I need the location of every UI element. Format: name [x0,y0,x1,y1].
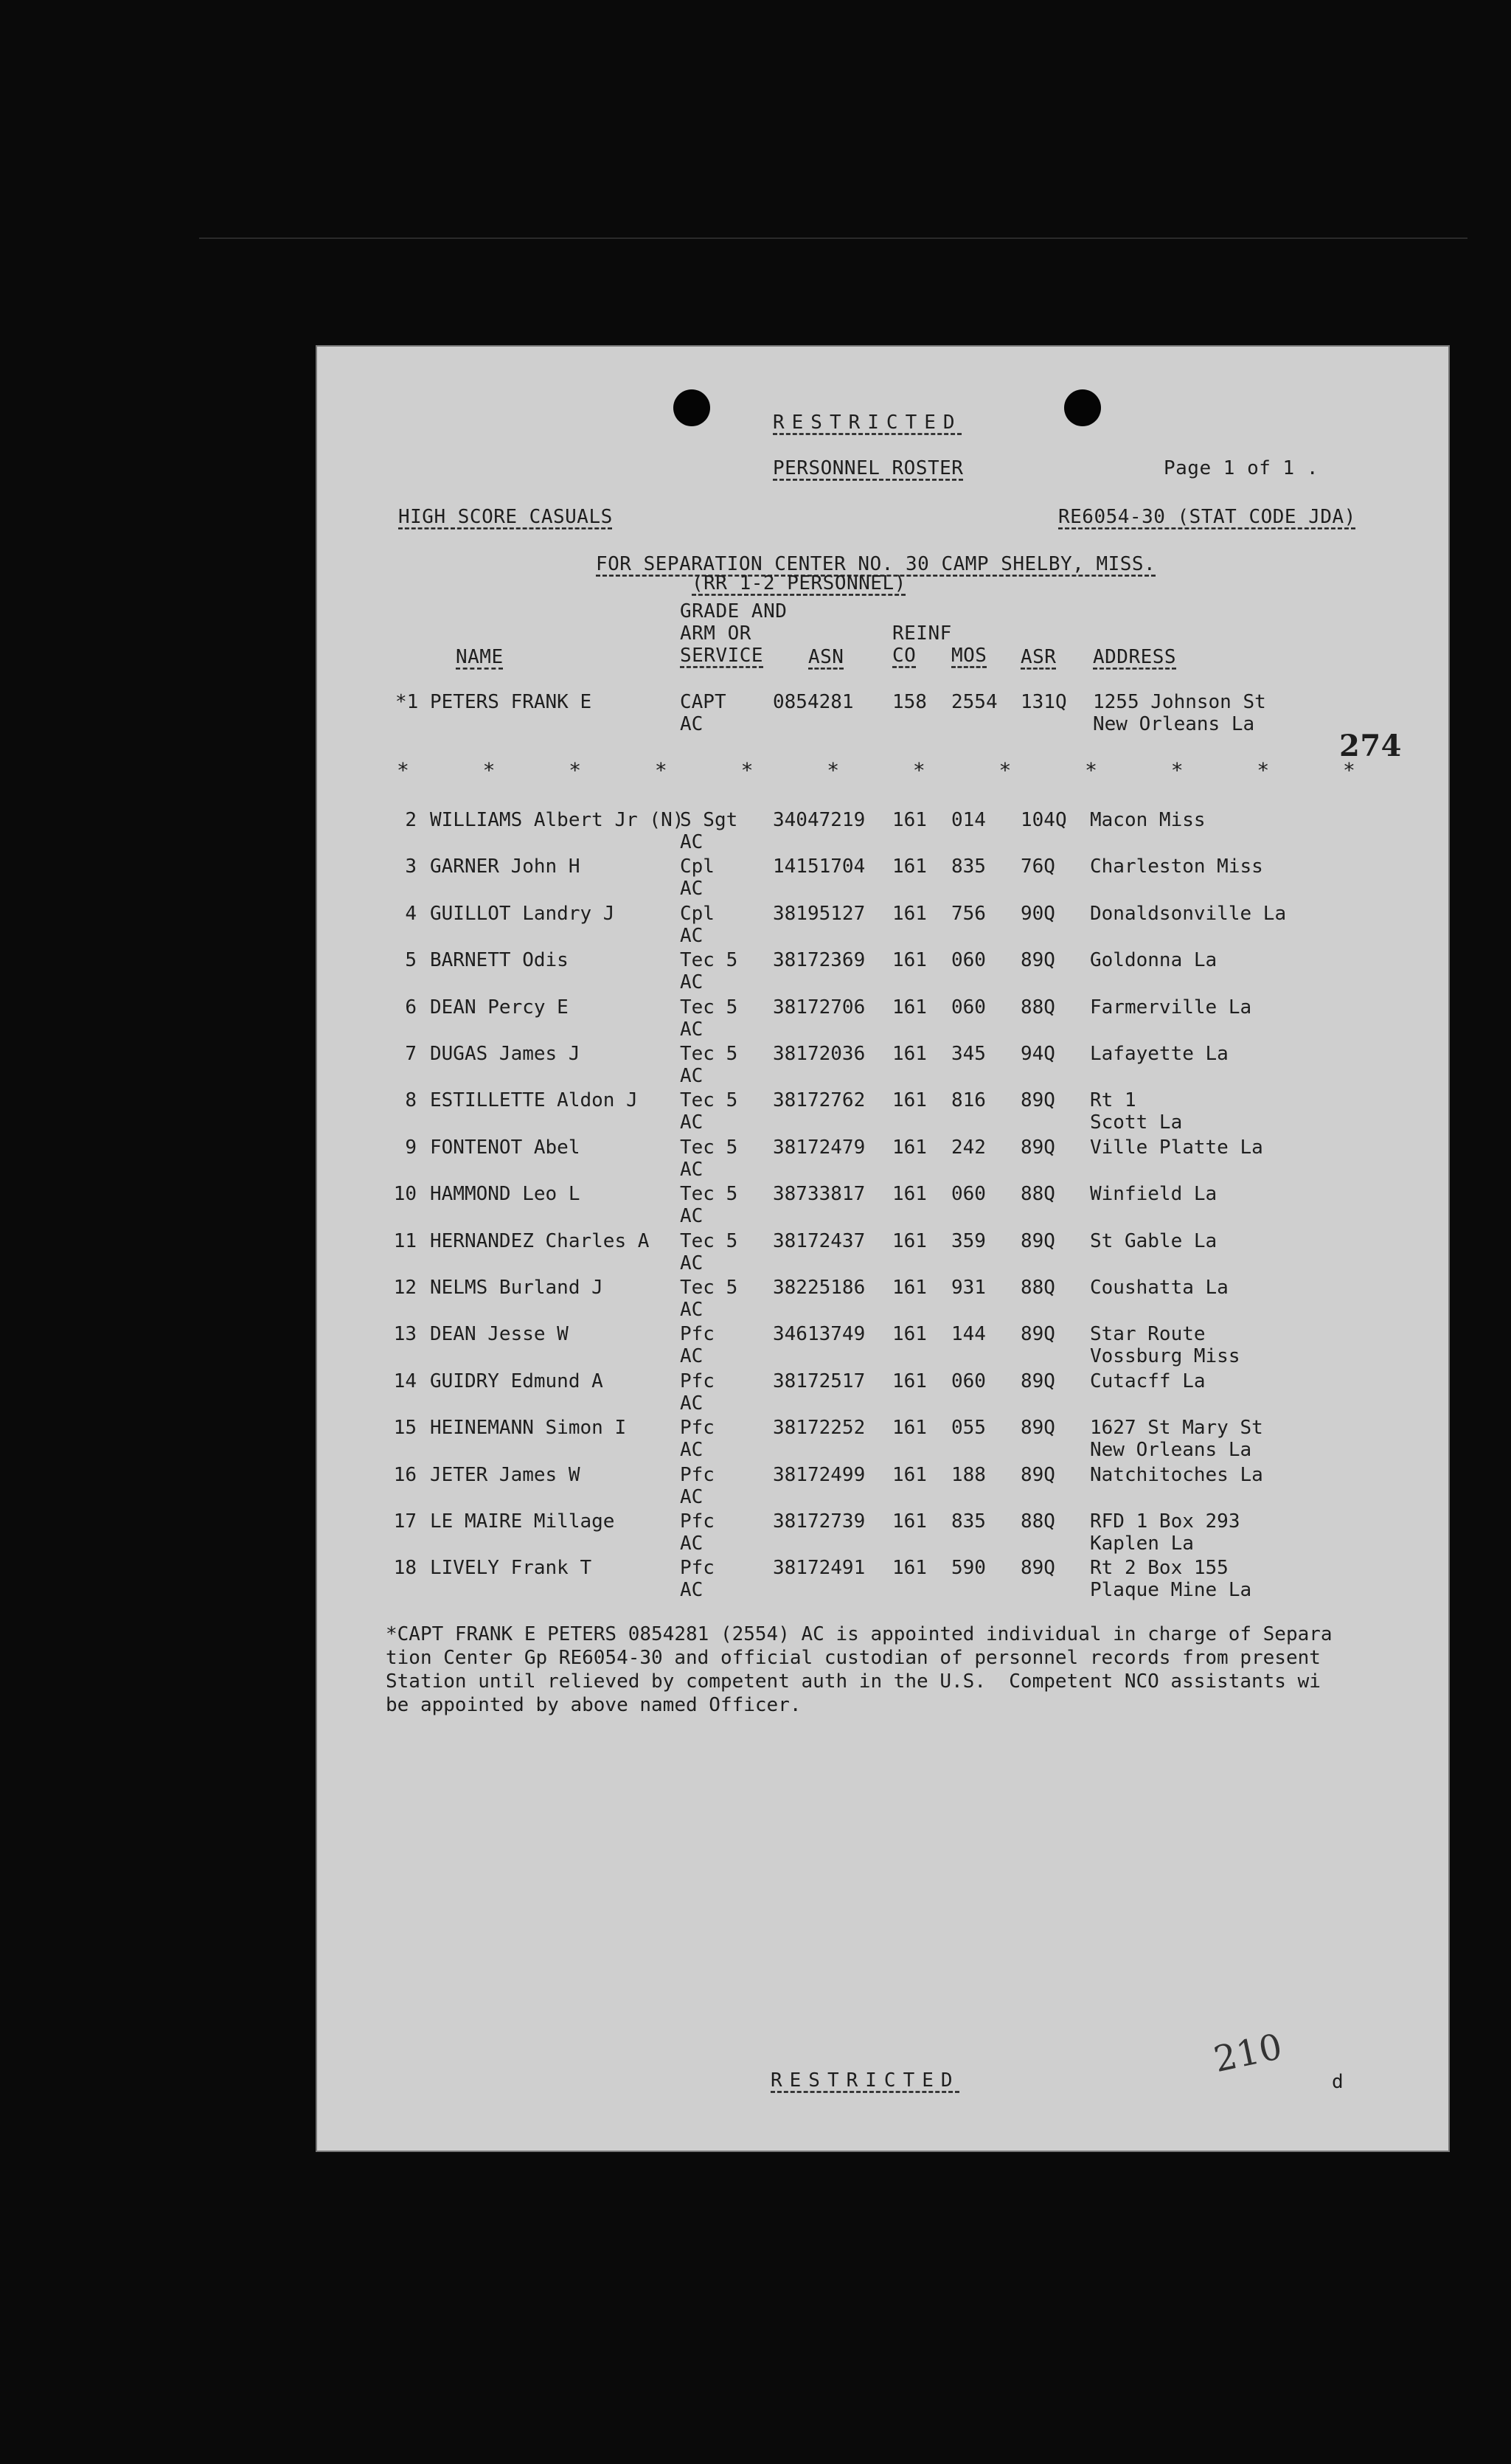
row-number: 6 [405,996,417,1018]
row-asn: 34047219 [773,809,866,831]
row-number: 5 [405,949,417,972]
corner-mark: d [1332,2071,1344,2093]
row-address-2: Vossburg Miss [1090,1345,1240,1368]
appointment-note [386,1623,1418,1717]
row-service: AC [680,1252,704,1274]
row-grade: Tec 5 [680,1089,738,1112]
separator-star: * [1085,758,1097,782]
row-number: 16 [393,1463,417,1486]
row-co: 161 [892,902,927,925]
row-asr: 89Q [1021,1370,1055,1392]
separator-star: * [569,758,582,782]
table-row [316,1510,1450,1557]
row-asr: 88Q [1021,1183,1055,1206]
row-mos: 756 [951,902,986,925]
row-grade: Tec 5 [680,1229,738,1252]
row-service: AC [680,1579,704,1602]
separator-star: * [827,758,840,782]
col-grade-line2: ARM OR [680,622,751,645]
col-reinf: REINF [892,622,952,645]
table-row [316,1042,1450,1089]
row-address-1: Ville Platte La [1090,1136,1263,1159]
row-co: 161 [892,1463,927,1486]
table-row [316,996,1450,1043]
row-number: 8 [405,1089,417,1112]
row-asn: 38172517 [773,1370,866,1392]
table-row [316,948,1450,996]
row-address-1: Rt 1 [1090,1089,1136,1112]
row-number: 3 [405,856,417,878]
row-name: HEINEMANN Simon I [430,1417,627,1440]
punch-hole-left [673,389,710,426]
row-name: HERNANDEZ Charles A [430,1229,650,1252]
row-address-1: Lafayette La [1090,1043,1229,1065]
row-asr: 89Q [1021,1089,1055,1112]
separator-star: * [1170,758,1184,782]
restricted-heading-top: RESTRICTED [773,412,962,434]
row-name: PETERS FRANK E [430,691,592,713]
row-grade: Tec 5 [680,1277,738,1299]
row-name: GUILLOT Landry J [430,902,615,925]
row-asn: 34613749 [773,1323,866,1346]
row-service: AC [680,1299,704,1321]
table-row [316,1322,1450,1370]
row-address-1: Coushatta La [1090,1277,1229,1299]
row-address-1: Winfield La [1090,1183,1218,1206]
separator-star: * [397,758,409,782]
row-number: 9 [405,1136,417,1159]
row-co: 158 [892,691,927,713]
table-row [316,1182,1450,1229]
personnel-category-line: (RR 1-2 PERSONNEL) [692,572,906,594]
row-asn: 38172437 [773,1229,866,1252]
group-code: RE6054-30 (STAT CODE JDA) [1058,506,1356,528]
col-co: CO [892,645,917,667]
row-asn: 38225186 [773,1277,866,1299]
row-number: 11 [393,1229,417,1252]
row-address-1: 1255 Johnson St [1093,691,1266,713]
row-mos: 014 [951,809,986,831]
row-number: 7 [405,1043,417,1065]
row-address-1: Natchitoches La [1090,1463,1263,1486]
row-asn: 38172499 [773,1463,866,1486]
row-mos: 835 [951,1510,986,1533]
row-grade: Cpl [680,856,715,878]
table-row [316,1463,1450,1510]
row-grade: Pfc [680,1557,715,1580]
roster-page [316,345,1450,2152]
row-service: AC [680,1205,704,1228]
note-line: Station until relieved by competent auth in the U.S. Competent NCO assistants wi [386,1670,1321,1693]
row-co: 161 [892,809,927,831]
row-name: LE MAIRE Millage [430,1510,615,1533]
row-name: WILLIAMS Albert Jr (N) [430,809,684,831]
row-co: 161 [892,1557,927,1580]
row-name: GARNER John H [430,856,580,878]
row-address-1: Farmerville La [1090,996,1252,1018]
row-name: NELMS Burland J [430,1277,603,1299]
row-service: AC [680,1392,704,1415]
row-asr: 88Q [1021,1277,1055,1299]
row-service: AC [680,1158,704,1181]
note-line: tion Center Gp RE6054-30 and official custodian of personnel records from present [386,1647,1321,1669]
note-line: *CAPT FRANK E PETERS 0854281 (2554) AC is appointed individual in charge of Separa [386,1623,1333,1645]
row-asr: 76Q [1021,856,1055,878]
table-row [316,1136,1450,1183]
punch-hole-right [1064,389,1101,426]
row-asr: 89Q [1021,1557,1055,1580]
row-mos: 590 [951,1557,986,1580]
row-asn: 38195127 [773,902,866,925]
row-asr: 89Q [1021,949,1055,972]
row-mos: 816 [951,1089,986,1112]
row-address-2: New Orleans La [1090,1439,1252,1462]
row-mos: 359 [951,1229,986,1252]
table-row [316,855,1450,902]
row-mos: 060 [951,1370,986,1392]
row-service: AC [680,831,704,853]
row-name: FONTENOT Abel [430,1136,580,1159]
row-mos: 060 [951,949,986,972]
separator-star: * [654,758,667,782]
table-row [316,1556,1450,1603]
row-grade: Tec 5 [680,1183,738,1206]
row-mos: 345 [951,1043,986,1065]
separator-star: * [912,758,925,782]
row-number: *1 [395,691,419,713]
row-service: AC [680,1485,704,1508]
row-service: AC [680,971,704,994]
row-mos: 931 [951,1277,986,1299]
row-address-1: Goldonna La [1090,949,1218,972]
row-asr: 88Q [1021,1510,1055,1533]
col-grade-line3: SERVICE [680,645,764,667]
row-name: LIVELY Frank T [430,1557,592,1580]
row-asr: 131Q [1021,691,1067,713]
row-mos: 835 [951,856,986,878]
row-service: AC [680,1065,704,1087]
row-grade: Tec 5 [680,1043,738,1065]
row-co: 161 [892,949,927,972]
table-row [316,1089,1450,1136]
row-mos: 2554 [951,691,998,713]
table-row [316,1276,1450,1323]
row-service: AC [680,1018,704,1041]
row-service: AC [680,1111,704,1134]
page-number: Page 1 of 1 . [1164,457,1319,479]
row-name: DEAN Percy E [430,996,569,1018]
row-service: AC [680,1439,704,1462]
row-address-1: 1627 St Mary St [1090,1417,1263,1440]
row-asr: 104Q [1021,809,1067,831]
row-asn: 38172706 [773,996,866,1018]
row-asn: 38172036 [773,1043,866,1065]
row-number: 12 [393,1277,417,1299]
row-name: JETER James W [430,1463,580,1486]
row-mos: 144 [951,1323,986,1346]
row-grade: Pfc [680,1463,715,1486]
row-name: GUIDRY Edmund A [430,1370,603,1392]
row-grade: Tec 5 [680,1136,738,1159]
row-name: BARNETT Odis [430,949,569,972]
row-grade: Pfc [680,1417,715,1440]
row-asn: 0854281 [773,691,854,713]
row-address-2: Kaplen La [1090,1533,1194,1555]
roster-title: PERSONNEL ROSTER [773,457,964,479]
separator-star: * [998,758,1012,782]
row-mos: 055 [951,1417,986,1440]
group-title: HIGH SCORE CASUALS [398,506,613,528]
row-asr: 94Q [1021,1043,1055,1065]
row-address-2: New Orleans La [1093,713,1255,735]
row-co: 161 [892,856,927,878]
col-mos: MOS [951,645,987,667]
row-address-1: RFD 1 Box 293 [1090,1510,1240,1533]
col-asr: ASR [1021,646,1057,668]
separator-star: * [740,758,754,782]
row-grade: Tec 5 [680,996,738,1018]
table-row [316,902,1450,949]
note-line: be appointed by above named Officer. [386,1694,802,1716]
row-asn: 38172369 [773,949,866,972]
row-mos: 060 [951,996,986,1018]
row-asr: 89Q [1021,1463,1055,1486]
row-co: 161 [892,996,927,1018]
row-asn: 38172479 [773,1136,866,1159]
row-grade: Pfc [680,1510,715,1533]
row-asr: 90Q [1021,902,1055,925]
row-service: AC [680,878,704,900]
row-asr: 89Q [1021,1136,1055,1159]
scan-artifact-line [199,237,1467,239]
row-asn: 38172252 [773,1417,866,1440]
row-co: 161 [892,1229,927,1252]
row-co: 161 [892,1183,927,1206]
col-name: NAME [456,646,504,668]
separator-star: * [1257,758,1270,782]
row-address-2: Plaque Mine La [1090,1579,1252,1602]
handwritten-number: 210 [1210,2025,1286,2081]
row-asr: 88Q [1021,996,1055,1018]
row-co: 161 [892,1136,927,1159]
row-address-1: Charleston Miss [1090,856,1263,878]
row-name: HAMMOND Leo L [430,1183,580,1206]
separation-center-line: FOR SEPARATION CENTER NO. 30 CAMP SHELBY, MISS. [596,553,1156,575]
separator-row [397,758,1355,782]
row-number: 15 [393,1417,417,1440]
row-service: AC [680,713,704,735]
row-number: 10 [393,1183,417,1206]
row-address-1: Rt 2 Box 155 [1090,1557,1229,1580]
row-grade: Tec 5 [680,949,738,972]
row-grade: Pfc [680,1370,715,1392]
row-address-1: St Gable La [1090,1229,1218,1252]
row-name: ESTILLETTE Aldon J [430,1089,638,1112]
col-grade-line1: GRADE AND [680,600,788,622]
separator-star: * [1343,758,1355,782]
row-grade: Cpl [680,902,715,925]
table-row [316,1416,1450,1463]
row-grade: Pfc [680,1323,715,1346]
table-row [316,1229,1450,1277]
row-asr: 89Q [1021,1417,1055,1440]
row-service: AC [680,1533,704,1555]
restricted-heading-bottom: RESTRICTED [771,2069,960,2092]
row-address-1: Donaldsonville La [1090,902,1287,925]
row-co: 161 [892,1089,927,1112]
margin-stamp-number: 274 [1339,729,1402,763]
row-co: 161 [892,1043,927,1065]
row-number: 4 [405,902,417,925]
row-asr: 89Q [1021,1323,1055,1346]
row-co: 161 [892,1277,927,1299]
row-co: 161 [892,1510,927,1533]
row-address-2: Scott La [1090,1111,1183,1134]
row-asn: 38172491 [773,1557,866,1580]
row-grade: CAPT [680,691,726,713]
col-asn: ASN [808,646,844,668]
row-co: 161 [892,1370,927,1392]
row-number: 14 [393,1370,417,1392]
row-asn: 38172739 [773,1510,866,1533]
table-row [316,1370,1450,1417]
row-asn: 38733817 [773,1183,866,1206]
row-mos: 188 [951,1463,986,1486]
row-name: DUGAS James J [430,1043,580,1065]
row-asn: 14151704 [773,856,866,878]
row-mos: 242 [951,1136,986,1159]
officer-row [316,690,1450,738]
row-co: 161 [892,1323,927,1346]
row-grade: S Sgt [680,809,738,831]
row-asn: 38172762 [773,1089,866,1112]
row-number: 17 [393,1510,417,1533]
row-address-1: Macon Miss [1090,809,1206,831]
row-name: DEAN Jesse W [430,1323,569,1346]
row-address-1: Star Route [1090,1323,1206,1346]
row-number: 2 [405,809,417,831]
row-service: AC [680,1345,704,1368]
table-row [316,808,1450,856]
row-number: 13 [393,1323,417,1346]
row-number: 18 [393,1557,417,1580]
col-address: ADDRESS [1093,646,1177,668]
row-service: AC [680,924,704,947]
row-asr: 89Q [1021,1229,1055,1252]
row-address-1: Cutacff La [1090,1370,1206,1392]
row-mos: 060 [951,1183,986,1206]
separator-star: * [482,758,496,782]
row-co: 161 [892,1417,927,1440]
